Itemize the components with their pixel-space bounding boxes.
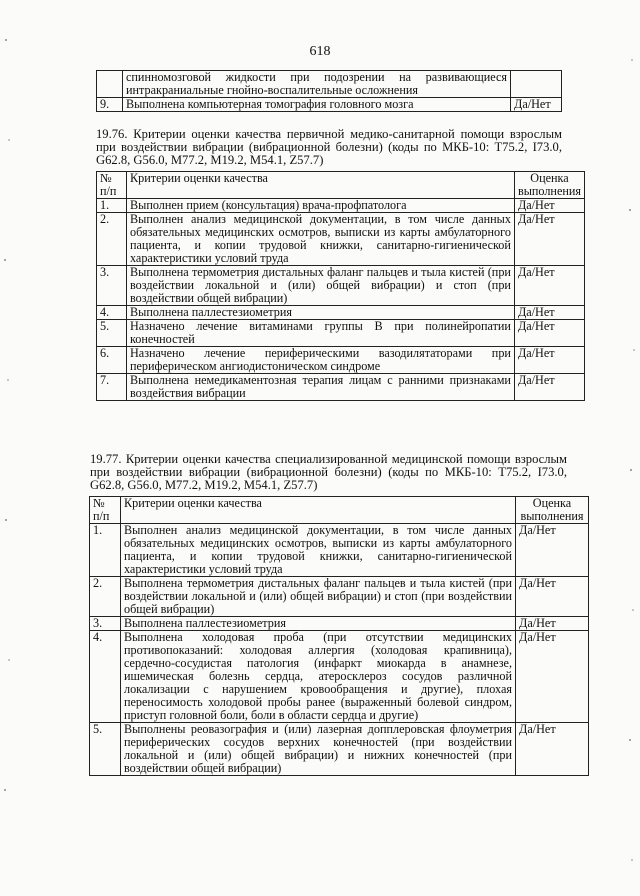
table-row bbox=[97, 266, 585, 306]
row-criterion: Назначено лечение витаминами группы В при полинейропатии конечностей bbox=[127, 320, 515, 347]
table-row bbox=[97, 213, 585, 266]
row-criterion: спинномозговой жидкости при подозрении на развивающиеся интракраниальные гнойно-воспалительные осложнения bbox=[123, 71, 511, 98]
row-grade: Да/Нет bbox=[516, 524, 589, 577]
row-criterion: Выполнена холодовая проба (при отсутствии медицинских противопоказаний: холодовая аллергия (холодовая крапивница), сердечно-сосудистая патология (инфаркт миокарда в анамнезе, ишемическая болезнь сердца, атеросклероз сосудов различной локализации с нарушением кровообращения и другие), плохая переносимость холодовой пробы ранее (выраженный болевой синдром, приступ головной боли, боли в области сердца и другие) bbox=[121, 631, 516, 723]
row-grade: Да/Нет bbox=[514, 374, 584, 401]
section-title-19-76: 19.76. Критерии оценки качества первичной медико-санитарной помощи взрослым при воздействии вибрации (вибрационной болезни) (коды по МКБ-10: T75.2, I73.0, G62.8, G56.0, M77.2, M19.2, M54.1, Z57.7) bbox=[96, 127, 562, 167]
header-grade: Оценка выполнения bbox=[514, 172, 584, 199]
table-header-row bbox=[97, 172, 585, 199]
table-row bbox=[90, 577, 589, 617]
row-number: 7. bbox=[97, 374, 127, 401]
row-grade: Да/Нет bbox=[514, 320, 584, 347]
row-grade: Да/Нет bbox=[514, 199, 584, 213]
table-row bbox=[90, 617, 589, 631]
scan-margin-right bbox=[616, 0, 640, 896]
table-row bbox=[97, 98, 562, 112]
table-row bbox=[97, 347, 585, 374]
row-criterion: Выполнена термометрия дистальных фаланг пальцев и тыла кистей (при воздействии локальной и (или) общей вибрации) и стоп (при воздействии общей вибрации) bbox=[121, 577, 516, 617]
scan-margin-left bbox=[0, 0, 24, 896]
row-criterion: Выполнен анализ медицинской документации, в том числе данных обязательных медицинских осмотров, выписки из карты амбулаторного пациента, и копии трудовой книжки, санитарно-гигиенической характеристики условий труда bbox=[127, 213, 515, 266]
row-number bbox=[97, 71, 123, 98]
row-grade: Да/Нет bbox=[516, 631, 589, 723]
row-number: 9. bbox=[97, 98, 123, 112]
row-criterion: Выполнены реовазография и (или) лазерная допплеровская флоуметрия периферических сосудов верхних конечностей (при воздействии локальной и (или) общей вибрации) и нижних конечностей (при воздействии общей вибрации) bbox=[121, 723, 516, 776]
header-grade: Оценка выполнения bbox=[516, 497, 589, 524]
table-row bbox=[90, 524, 589, 577]
row-criterion: Выполнена паллестезиометрия bbox=[127, 306, 515, 320]
row-grade: Да/Нет bbox=[514, 266, 584, 306]
table-row bbox=[90, 631, 589, 723]
row-number: 4. bbox=[90, 631, 121, 723]
row-number: 2. bbox=[90, 577, 121, 617]
row-criterion: Выполнен анализ медицинской документации, в том числе данных обязательных медицинских осмотров, выписки из карты амбулаторного пациента, и копии трудовой книжки, санитарно-гигиенической характеристики условий труда bbox=[121, 524, 516, 577]
criteria-table-continued bbox=[96, 70, 562, 112]
table-row bbox=[90, 723, 589, 776]
row-number: 4. bbox=[97, 306, 127, 320]
table-row bbox=[97, 199, 585, 213]
row-grade: Да/Нет bbox=[516, 617, 589, 631]
header-number: № п/п bbox=[97, 172, 127, 199]
page-number: 618 bbox=[309, 44, 331, 59]
row-number: 3. bbox=[90, 617, 121, 631]
row-number: 2. bbox=[97, 213, 127, 266]
row-criterion: Выполнена термометрия дистальных фаланг пальцев и тыла кистей (при воздействии локальной и (или) общей вибрации) и стоп (при воздействии общей вибрации) bbox=[127, 266, 515, 306]
row-criterion: Выполнен прием (консультация) врача-профпатолога bbox=[127, 199, 515, 213]
table-row bbox=[97, 71, 562, 98]
criteria-table-19-77 bbox=[89, 496, 589, 776]
row-number: 5. bbox=[90, 723, 121, 776]
row-number: 1. bbox=[90, 524, 121, 577]
table-header-row bbox=[90, 497, 589, 524]
row-criterion: Назначено лечение периферическими вазодилятаторами при периферическом ангиодистоническом синдроме bbox=[127, 347, 515, 374]
section-title-19-77: 19.77. Критерии оценки качества специализированной медицинской помощи взрослым при воздействии вибрации (вибрационной болезни) (коды по МКБ-10: T75.2, I73.0, G62.8, G56.0, M77.2, M19.2, M54.1, Z57.7) bbox=[90, 452, 567, 492]
row-grade: Да/Нет bbox=[514, 306, 584, 320]
row-number: 5. bbox=[97, 320, 127, 347]
header-criteria: Критерии оценки качества bbox=[127, 172, 515, 199]
criteria-table-19-76 bbox=[96, 171, 585, 401]
table-row bbox=[97, 306, 585, 320]
header-number: № п/п bbox=[90, 497, 121, 524]
row-grade: Да/Нет bbox=[516, 723, 589, 776]
row-number: 1. bbox=[97, 199, 127, 213]
row-grade: Да/Нет bbox=[511, 98, 562, 112]
row-grade bbox=[511, 71, 562, 98]
table-row bbox=[97, 320, 585, 347]
row-criterion: Выполнена компьютерная томография головного мозга bbox=[123, 98, 511, 112]
table-row bbox=[97, 374, 585, 401]
row-grade: Да/Нет bbox=[514, 213, 584, 266]
row-criterion: Выполнена паллестезиометрия bbox=[121, 617, 516, 631]
header-criteria: Критерии оценки качества bbox=[121, 497, 516, 524]
row-grade: Да/Нет bbox=[514, 347, 584, 374]
row-grade: Да/Нет bbox=[516, 577, 589, 617]
row-number: 6. bbox=[97, 347, 127, 374]
row-criterion: Выполнена немедикаментозная терапия лицам с ранними признаками воздействия вибрации bbox=[127, 374, 515, 401]
row-number: 3. bbox=[97, 266, 127, 306]
